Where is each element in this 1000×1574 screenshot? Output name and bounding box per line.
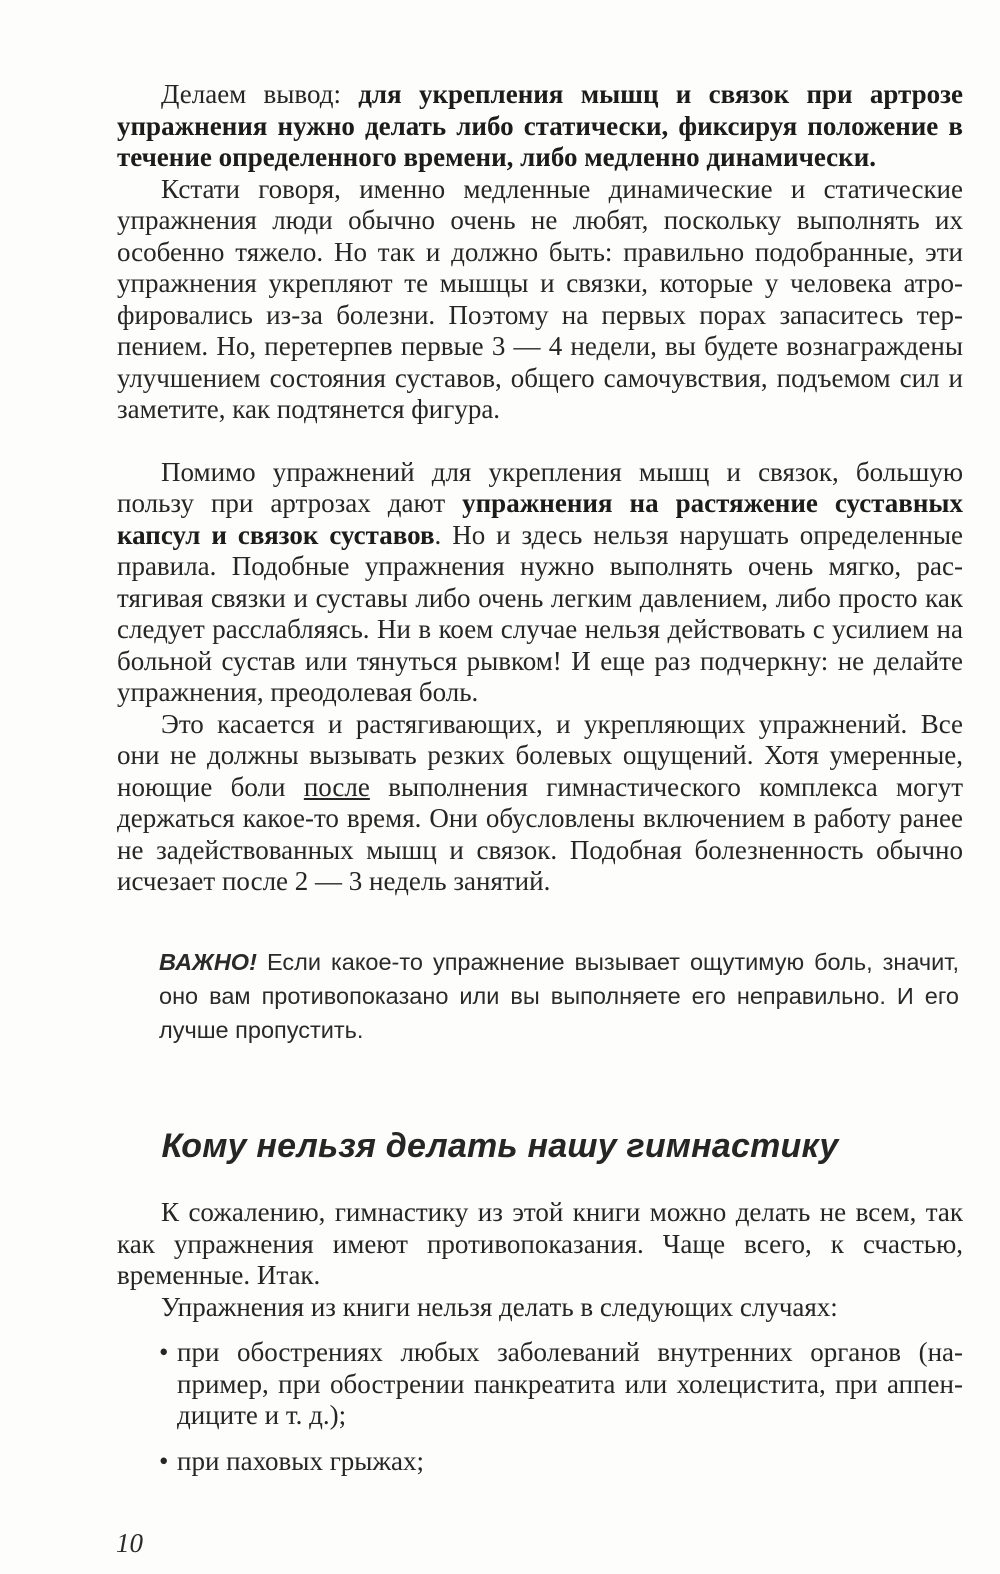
important-text: Если какое-то упражнение вызывает ощутимую боль, значит, оно вам противопоказано или вы выполняете его неправильно. И его лучше пропустить.	[159, 949, 959, 1043]
bullet-icon: •	[159, 1337, 169, 1367]
paragraph-stretching	[117, 457, 963, 709]
page-number: 10	[116, 1528, 143, 1558]
bullet-icon: •	[159, 1445, 169, 1476]
section-heading: Кому нельзя делать нашу гимнастику	[161, 1127, 839, 1165]
paragraph-contraindications-intro: К сожалению, гимнастику из этой книги можно делать не всем, так как упражнения имеют противопоказания. Чаще всего, к счастью, временные. Итак.	[117, 1197, 963, 1290]
paragraph-stretching-bold: упражнения на растяжение суставных капсул и связок суставов	[117, 488, 963, 550]
list-gap	[117, 1323, 963, 1337]
list-gap	[117, 1432, 963, 1446]
important-label: ВАЖНО!	[159, 949, 257, 975]
list-item-text: при паховых грыжах;	[177, 1445, 425, 1476]
important-note	[159, 945, 959, 1047]
paragraph-conclusion	[117, 79, 963, 174]
paragraph-pain-note-rest: выполнения гимнастического комплекса могут держаться какое-то время. Они обусловлены включением в работу ранее не задействованных мышц и связок. Подобная болезненность обычно исчезает после 2 — 3 недель занятий.	[117, 771, 963, 896]
section-1	[117, 79, 963, 898]
paragraph-pain-note	[117, 709, 963, 898]
paragraph-conclusion-intro: Делаем вывод:	[161, 79, 359, 109]
paragraph-pain-note-underline: после	[303, 771, 370, 802]
list-item	[117, 1337, 963, 1432]
section-2	[117, 1197, 963, 1477]
contraindications-list	[117, 1337, 963, 1477]
paragraph-slow-exercises: Кстати говоря, именно медленные динамические и статические упражнения люди обычно очень не любят, поскольку выполнять их особенно тяжело. Но так и должно быть: правильно подобранные, эти упражнения укрепляют те мышцы и связки, которые у человека атрофировались из-за болезни. Поэтому на первых порах запаситесь терпением. Но, перетерпев первые 3 — 4 недели, вы будете вознаграждены улучшением состояния суставов, общего самочувствия, подъемом сил и заметите, как подтянется фигура.	[117, 173, 963, 424]
paragraph-stretching-rest: . Но и здесь нельзя нарушать определенные правила. Подобные упражнения нужно выполнять очень мягко, растягивая связки и суставы либо очень легким давлением, либо просто как следует расслабляясь. Ни в коем случае нельзя действовать с усилием на больной сустав или тянуться рывком! И еще раз подчеркну: не делайте упражнения, преодолевая боль.	[117, 519, 963, 707]
list-item-text: при обострениях любых заболеваний внутренних органов (например, при обострении панкреатита или холецистита, при аппендиците и т. д.);	[177, 1337, 963, 1430]
paragraph-conclusion-bold: для укрепления мышц и связок при артрозе упражнения нужно делать либо статически, фиксируя положение в течение определенного времени, либо медленно динамически.	[117, 79, 963, 172]
paragraph-gap	[117, 426, 963, 457]
paragraph-pain-note-intro: Это касается и растягивающих, и укрепляющих упражнений. Все они не должны вызывать резких болевых ощущений. Хотя умеренные, ноющие боли	[117, 708, 963, 802]
paragraph-contraindications-lead: Упражнения из книги нельзя делать в следующих случаях:	[161, 1291, 838, 1322]
paragraph-stretching-intro: Помимо упражнений для укрепления мышц и связок, большую пользу при артрозах дают	[117, 456, 963, 518]
list-item	[117, 1446, 963, 1478]
